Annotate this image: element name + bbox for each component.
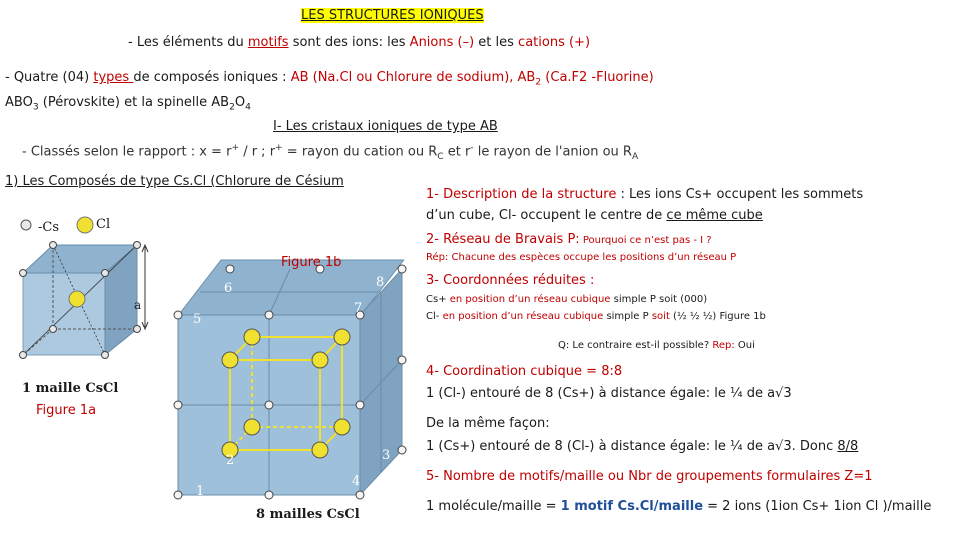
text: simple P soit (000) — [610, 294, 708, 305]
subscript: A — [631, 151, 639, 162]
text: d’un cube, Cl- occupent le centre de — [426, 208, 667, 223]
cs-atom — [134, 326, 141, 333]
text: Oui — [734, 340, 755, 351]
subscript: 2 — [229, 102, 235, 113]
cs-atom — [50, 242, 57, 249]
cs-atom — [174, 311, 182, 319]
cs-atom — [398, 446, 406, 454]
text: et r — [443, 144, 471, 160]
cs-atom — [174, 401, 182, 409]
cell-number-8: 8 — [376, 275, 385, 290]
cl-atom — [244, 329, 260, 345]
cell-number-5: 5 — [193, 312, 202, 327]
text: Q: Le contraire est-il possible? — [558, 340, 713, 351]
description-title: 1- Description de la structure — [426, 187, 617, 202]
question-line — [558, 340, 755, 351]
coords-line-2 — [426, 311, 766, 322]
anion-sign: (–) — [453, 35, 475, 50]
text: en position d’un réseau cubique — [449, 294, 611, 305]
figure-1b-caption: 8 mailles CsCl — [256, 507, 360, 522]
coordination-line-1: 1 (Cl-) entouré de 8 (Cs+) à distance égale: le ¼ de a√3 — [426, 386, 792, 401]
cell-number-6: 6 — [224, 281, 233, 296]
coordination-line-3 — [426, 439, 858, 454]
cl-atom — [222, 352, 238, 368]
text: ABO — [5, 95, 33, 110]
cs-atom — [226, 265, 234, 273]
motifs-line — [426, 499, 931, 514]
page-title-text: LES STRUCTURES IONIQUES — [301, 8, 484, 23]
text: sont des ions: les — [288, 35, 410, 50]
edge-length-label: a — [134, 298, 142, 312]
text: simple P — [603, 311, 652, 322]
bravais-line — [426, 232, 712, 247]
text: 1 (Cs+) entouré de 8 (Cl-) à distance égale: le ¼ de a√3. Donc — [426, 439, 838, 454]
cl-atom — [312, 352, 328, 368]
intro-line-perovskite — [5, 95, 251, 113]
cl-atom — [69, 291, 85, 307]
cs-atom — [20, 270, 27, 277]
text: (Pérovskite) et la spinelle AB — [38, 95, 230, 110]
figure-1a-caption: 1 maille CsCl — [22, 381, 119, 396]
text: Rep: — [712, 340, 735, 351]
text: O — [234, 95, 246, 110]
text: 8/8 — [837, 439, 859, 454]
text: en position d’un réseau cubique — [442, 311, 604, 322]
intro-line-ions — [128, 35, 590, 50]
subscript: 3 — [32, 102, 39, 113]
cations-word: cations — [518, 35, 565, 50]
subscript: C — [437, 151, 444, 162]
cell-number-1: 1 — [196, 484, 205, 499]
text: - Quatre (04) — [5, 70, 94, 85]
description-line-2 — [426, 208, 763, 223]
cs-atom — [20, 352, 27, 359]
cs-atom — [265, 401, 273, 409]
cell-number-7: 7 — [354, 301, 363, 316]
cl-legend-label: Cl — [96, 217, 111, 232]
cs-legend-label: -Cs — [38, 220, 60, 235]
cl-atom — [334, 329, 350, 345]
cs-atom — [265, 491, 273, 499]
figure-1a-label: Figure 1a — [36, 403, 97, 418]
motifs-title: 5- Nombre de motifs/maille ou Nbr de groupements formulaires Z=1 — [426, 469, 873, 484]
text: Les ions Cs+ occupent les sommets — [629, 187, 864, 202]
text: le rayon de l'anion ou R — [473, 144, 632, 160]
text: 1 molécule/maille = — [426, 499, 561, 514]
superscript: + — [275, 143, 283, 153]
coordination-line-2: De la même façon: — [426, 416, 550, 431]
cs-atom — [356, 491, 364, 499]
coords-title: 3- Coordonnées réduites : — [426, 273, 595, 288]
cs-atom — [134, 242, 141, 249]
bravais-answer: Rép: Chacune des espèces occupe les positions d’un réseau P — [426, 252, 737, 263]
ab-type: AB (Na.Cl ou Chlorure de sodium), AB — [290, 70, 536, 85]
anions-word: Anions — [409, 35, 454, 50]
text: de composés ioniques : — [133, 70, 291, 85]
subscript: 2 — [535, 77, 542, 88]
cs-atom — [102, 270, 109, 277]
cs-atom — [102, 352, 109, 359]
bravais-title: 2- Réseau de Bravais P: — [426, 232, 580, 247]
types-word: types — [93, 70, 134, 85]
text: soit — [651, 311, 670, 322]
cl-atom — [244, 419, 260, 435]
section-heading-ab — [273, 119, 498, 134]
motifs-word: motifs — [247, 35, 289, 50]
caf-type: (Ca.F2 -Fluorine) — [541, 70, 654, 85]
text: : — [616, 187, 630, 202]
cell-number-4: 4 — [352, 474, 361, 489]
cs-atom — [398, 265, 406, 273]
cscl-heading — [5, 174, 344, 189]
ratio-line — [22, 143, 638, 162]
description-line-1 — [426, 187, 863, 202]
coords-line-1 — [426, 294, 707, 305]
cs-atom — [174, 491, 182, 499]
cell-number-3: 3 — [382, 448, 391, 463]
text: - Les éléments du — [128, 35, 248, 50]
superscript: + — [231, 143, 240, 153]
text: Cs+ — [426, 294, 450, 305]
text: Cl- — [426, 311, 443, 322]
cs-legend-icon — [21, 220, 31, 230]
cs-atom — [50, 326, 57, 333]
cation-sign: (+) — [564, 35, 591, 50]
cscl-heading-text: 1) Les Composés de type Cs.Cl (Chlorure de Césium — [5, 174, 344, 189]
intro-line-types — [5, 70, 654, 88]
text: - Classés selon le rapport : x = r — [22, 144, 232, 160]
superscript: - — [470, 143, 474, 153]
cell-number-2: 2 — [226, 453, 235, 468]
cs-atom — [398, 356, 406, 364]
text: = 2 ions (1ion Cs+ 1ion Cl )/maille — [703, 499, 932, 514]
coordination-title: 4- Coordination cubique = 8:8 — [426, 364, 623, 379]
cs-atom — [356, 401, 364, 409]
subscript: 4 — [245, 102, 251, 113]
section-heading-text: I- Les cristaux ioniques de type AB — [273, 119, 498, 134]
cl-atom — [312, 442, 328, 458]
figure-1b-label: Figure 1b — [281, 255, 342, 270]
text: ce même cube — [666, 208, 763, 223]
page-title — [301, 8, 484, 23]
figure-1b-diagram — [170, 255, 410, 505]
text: et les — [474, 35, 519, 50]
bravais-question: Pourquoi ce n’est pas - I ? — [579, 235, 712, 246]
text: = rayon du cation ou R — [282, 144, 438, 160]
cl-legend-icon — [77, 217, 93, 233]
text: / r ; r — [239, 144, 276, 160]
text: (½ ½ ½) Figure 1b — [669, 311, 766, 322]
cs-atom — [265, 311, 273, 319]
cl-atom — [334, 419, 350, 435]
text: 1 motif Cs.Cl/maille — [560, 499, 704, 514]
